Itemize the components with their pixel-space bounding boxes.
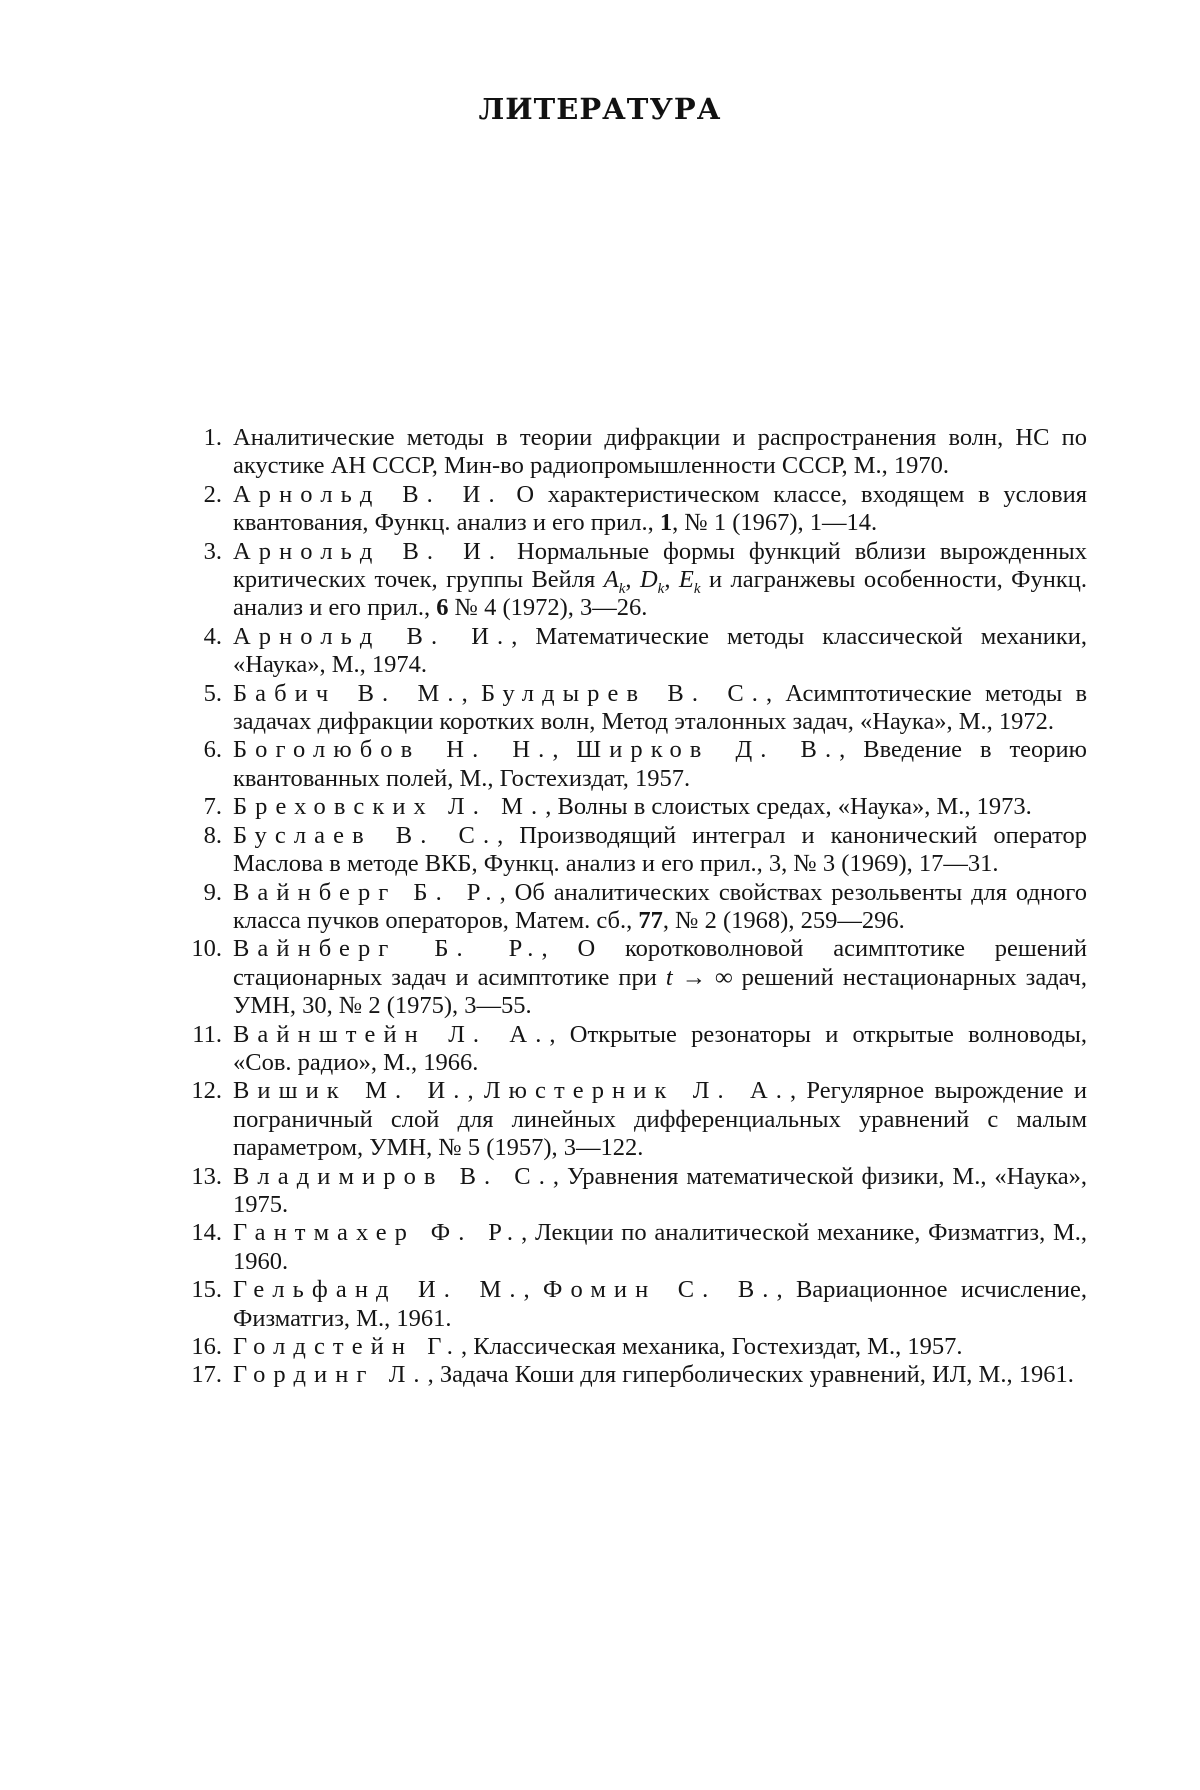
reference-item: [160, 1361, 1087, 1389]
reference-text: Нормальные формы функций вблизи вырожденных критических точек, группы Вейля: [233, 538, 1087, 593]
reference-text: , № 2 (1968), 259—296.: [663, 907, 905, 934]
reference-item: [160, 822, 1087, 879]
reference-author: Вайнберг Б. Р.: [233, 879, 500, 906]
reference-list: [160, 424, 1087, 1390]
reference-item: [160, 736, 1087, 793]
reference-item: [160, 879, 1087, 936]
reference-author: Бреховских Л. М.: [233, 793, 545, 820]
reference-number: 8.: [160, 822, 222, 850]
reference-text: решений нестационарных задач, УМН, 30, № 2 (1975), 3—55.: [233, 964, 1087, 1019]
reference-item: [160, 1276, 1087, 1333]
math-expression: t → ∞: [666, 964, 733, 991]
reference-text: , Уравнения математической физики, М., «Наука», 1975.: [233, 1163, 1087, 1218]
reference-number: 7.: [160, 793, 222, 821]
reference-author: Бабич В. М.: [233, 680, 462, 707]
reference-number: 4.: [160, 623, 222, 651]
reference-item: [160, 1021, 1087, 1078]
reference-text: О характеристическом классе, входящем в условия квантования, Функц. анализ и его прил.,: [233, 481, 1087, 536]
reference-author: Ширков Д. В.: [576, 736, 839, 763]
reference-text: , Волны в слоистых средах, «Наука», М., 1973.: [545, 793, 1032, 820]
reference-separator: ,: [462, 680, 481, 707]
reference-text: Аналитические методы в теории дифракции и распространения волн, НС по акустике АН СССР, Мин-во радиопромышленности СССР, М., 1970.: [233, 424, 1087, 479]
math-symbol: D: [640, 566, 658, 593]
reference-author: Булдырев В. С.: [481, 680, 766, 707]
reference-number: 1.: [160, 424, 222, 452]
reference-item: [160, 1219, 1087, 1276]
reference-text: , Регулярное вырождение и пограничный слой для линейных дифференциальных уравнений с малым параметром, УМН, № 5 (1957), 3—122.: [233, 1077, 1087, 1161]
reference-number: 12.: [160, 1077, 222, 1105]
reference-text: , О коротковолновой асимптотике решений стационарных задач и асимптотике при: [233, 935, 1087, 990]
reference-author: Владимиров В. С.: [233, 1163, 553, 1190]
reference-number: 15.: [160, 1276, 222, 1304]
reference-author: Арнольд В. И.: [233, 481, 503, 508]
reference-item: [160, 481, 1087, 538]
reference-separator: ,: [552, 736, 576, 763]
reference-text: , Открытые резонаторы и открытые волноводы, «Сов. радио», М., 1966.: [233, 1021, 1087, 1076]
reference-volume: 1: [660, 509, 672, 536]
reference-item: [160, 680, 1087, 737]
reference-text: , Асимптотические методы в задачах дифракции коротких волн, Метод эталонных задач, «Наука», М., 1972.: [233, 680, 1087, 735]
reference-text: , Задача Коши для гиперболических уравнений, ИЛ, М., 1961.: [428, 1361, 1074, 1388]
reference-author: Арнольд В. И.: [233, 538, 503, 565]
reference-number: 2.: [160, 481, 222, 509]
math-symbol: A: [604, 566, 619, 593]
reference-author: Гантмахер Ф. Р.: [233, 1219, 521, 1246]
reference-author: Боголюбов Н. Н.: [233, 736, 552, 763]
reference-item: [160, 623, 1087, 680]
reference-volume: 77: [638, 907, 663, 934]
math-subscript: k: [658, 581, 665, 597]
reference-text: , Введение в теорию квантованных полей, М., Гостехиздат, 1957.: [233, 736, 1087, 791]
reference-number: 9.: [160, 879, 222, 907]
reference-item: 3. Арнольд В. И. Нормальные формы функций вблизи вырожденных критических точек, группы Вейля Ak, Dk, Ek и лагранжевы особенности, Функц. анализ и его прил., 6 № 4 (1972), 3—26.: [160, 538, 1087, 623]
reference-item: [160, 1077, 1087, 1162]
reference-author: Гординг Л.: [233, 1361, 428, 1388]
reference-text: , Классическая механика, Гостехиздат, М., 1957.: [461, 1333, 962, 1360]
reference-number: 6.: [160, 736, 222, 764]
reference-text: , Вариационное исчисление, Физматгиз, М., 1961.: [233, 1276, 1087, 1331]
reference-author: Фомин С. В.: [543, 1276, 776, 1303]
reference-author: Арнольд В. И.: [233, 623, 511, 650]
reference-item: [160, 935, 1087, 1020]
reference-text: и лагранжевы особенности, Функц. анализ и его прил.,: [233, 566, 1087, 621]
reference-text: , Об аналитических свойствах резольвенты для одного класса пучков операторов, Матем. сб.,: [233, 879, 1087, 934]
reference-number: 5.: [160, 680, 222, 708]
reference-number: 16.: [160, 1333, 222, 1361]
reference-text: , Математические методы классической механики, «Наука», М., 1974.: [233, 623, 1087, 678]
reference-item: [160, 1333, 1087, 1361]
reference-text: , № 1 (1967), 1—14.: [672, 509, 877, 536]
reference-author: Вайнберг Б. Р.: [233, 935, 542, 962]
reference-item: [160, 1163, 1087, 1220]
reference-volume: 6: [436, 594, 448, 621]
math-subscript: k: [694, 581, 701, 597]
reference-number: 17.: [160, 1361, 222, 1389]
reference-separator: ,: [524, 1276, 543, 1303]
math-symbol: E: [679, 566, 694, 593]
reference-text: , Лекции по аналитической механике, Физматгиз, М., 1960.: [233, 1219, 1087, 1274]
reference-number: 11.: [160, 1021, 222, 1049]
reference-number: 3.: [160, 538, 222, 566]
reference-number: 14.: [160, 1219, 222, 1247]
page-title: ЛИТЕРАТУРА: [0, 92, 1200, 126]
reference-author: Буслаев В. С.: [233, 822, 497, 849]
reference-author: Голдстейн Г.: [233, 1333, 461, 1360]
reference-text: № 4 (1972), 3—26.: [448, 594, 647, 621]
reference-author: Гельфанд И. М.: [233, 1276, 524, 1303]
reference-number: 13.: [160, 1163, 222, 1191]
reference-number: 10.: [160, 935, 222, 963]
reference-item: [160, 793, 1087, 821]
reference-text: , Производящий интеграл и канонический оператор Маслова в методе ВКБ, Функц. анализ и его прил., 3, № 3 (1969), 17—31.: [233, 822, 1087, 877]
reference-author: Люстерник Л. А.: [484, 1077, 790, 1104]
reference-item: [160, 424, 1087, 481]
reference-separator: ,: [468, 1077, 484, 1104]
reference-author: Вайнштейн Л. А.: [233, 1021, 549, 1048]
reference-author: Вишик М. И.: [233, 1077, 468, 1104]
math-subscript: k: [619, 581, 626, 597]
book-page: [0, 0, 1200, 1790]
